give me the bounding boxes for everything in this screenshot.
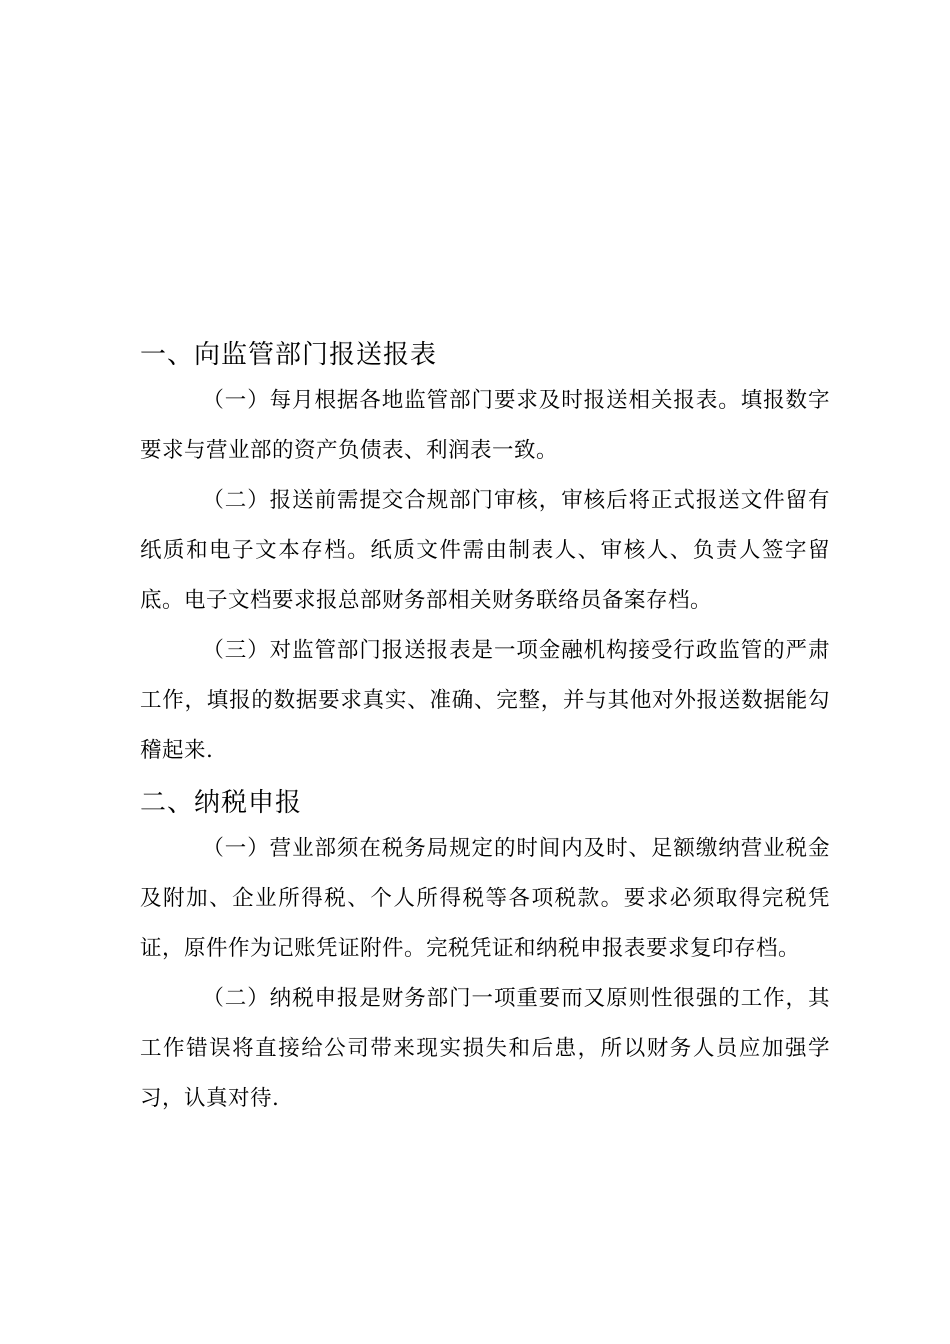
document-page xyxy=(140,334,830,1124)
section-regulatory-reports xyxy=(140,334,830,776)
section-heading: 二、纳税申报 xyxy=(140,788,303,818)
section-tax-declaration xyxy=(140,782,830,1124)
paragraph: （一）每月根据各地监管部门要求及时报送相关报表。填报数字要求与营业部的资产负债表、利润表一致。 xyxy=(140,388,830,463)
paragraph: （二）纳税申报是财务部门一项重要而又原则性很强的工作，其工作错误将直接给公司带来现实损失和后患，所以财务人员应加强学习，认真对待. xyxy=(140,986,830,1111)
section-heading: 一、向监管部门报送报表 xyxy=(140,340,438,370)
paragraph: （二）报送前需提交合规部门审核，审核后将正式报送文件留有纸质和电子文本存档。纸质文件需由制表人、审核人、负责人签字留底。电子文档要求报总部财务部相关财务联络员备案存档。 xyxy=(140,488,830,613)
paragraph: （三）对监管部门报送报表是一项金融机构接受行政监管的严肃工作，填报的数据要求真实、准确、完整，并与其他对外报送数据能勾稽起来. xyxy=(140,638,830,763)
paragraph: （一）营业部须在税务局规定的时间内及时、足额缴纳营业税金及附加、企业所得税、个人所得税等各项税款。要求必须取得完税凭证，原件作为记账凭证附件。完税凭证和纳税申报表要求复印存档。 xyxy=(140,836,830,961)
